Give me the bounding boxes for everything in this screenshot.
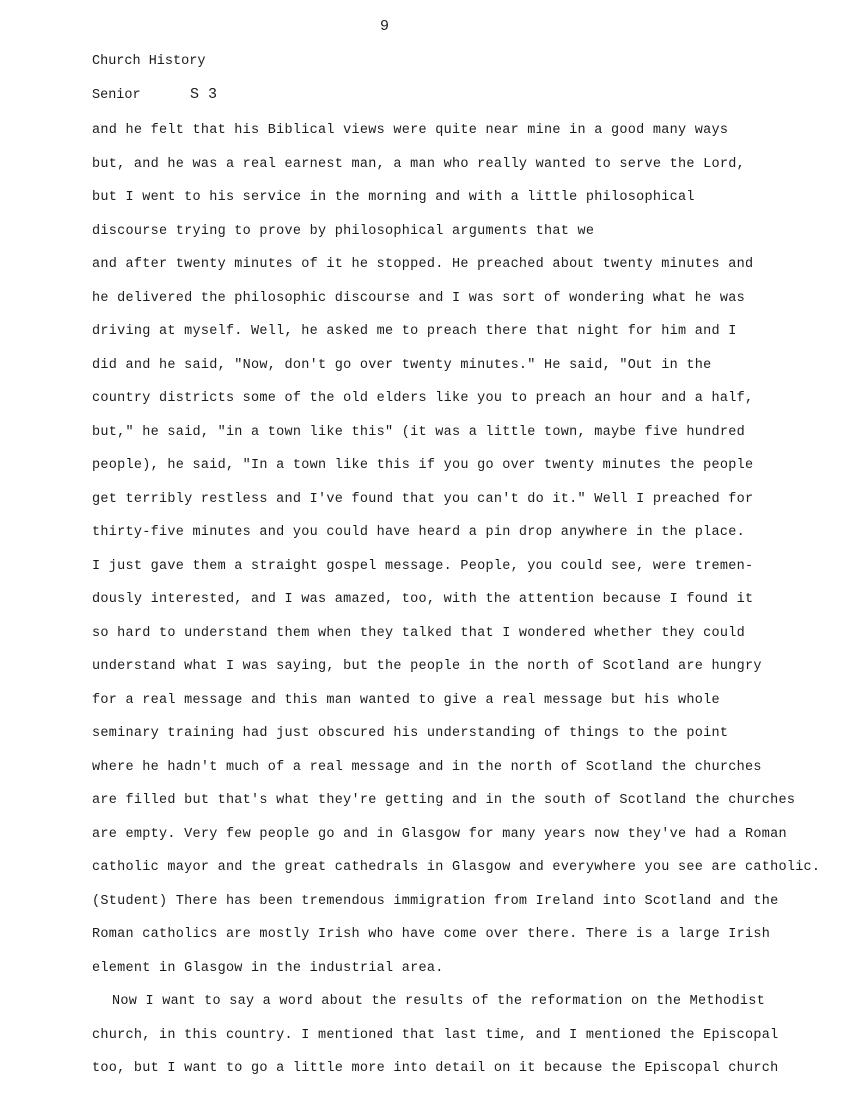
text-line: get terribly restless and I've found that you can't do it." Well I preached for [92, 491, 754, 507]
text-line: Now I want to say a word about the results of the reformation on the Methodist [112, 994, 765, 1009]
text-line: Roman catholics are mostly Irish who have come over there. There is a large Irish [92, 927, 771, 942]
text-line: (Student) There has been tremendous immigration from Ireland into Scotland and the [92, 893, 779, 909]
text-line: are empty. Very few people go and in Glasgow for many years now they've had a Roman [92, 826, 787, 842]
text-line: he delivered the philosophic discourse and I was sort of wondering what he was [92, 290, 745, 306]
text-line: for a real message and this man wanted to give a real message but his whole [92, 692, 720, 708]
text-line: did and he said, "Now, don't go over twenty minutes." He said, "Out in the [92, 357, 712, 373]
text-line: so hard to understand them when they talked that I wondered whether they could [92, 625, 745, 641]
text-line: are filled but that's what they're getting and in the south of Scotland the churches [92, 793, 796, 808]
course-code: S 3 [190, 86, 218, 103]
text-line: church, in this country. I mentioned that last time, and I mentioned the Episcopal [92, 1027, 779, 1043]
text-line: too, but I want to go a little more into detail on it because the Episcopal church [92, 1061, 779, 1076]
text-line: people), he said, "In a town like this if you go over twenty minutes the people [92, 458, 754, 473]
text-line: and he felt that his Biblical views were quite near mine in a good many ways [92, 123, 729, 138]
text-line: I just gave them a straight gospel message. People, you could see, were tremen- [92, 558, 754, 574]
text-line: discourse trying to prove by philosophical arguments that we [92, 223, 595, 239]
text-line: thirty-five minutes and you could have heard a pin drop anywhere in the place. [92, 525, 745, 540]
text-line: understand what I was saying, but the people in the north of Scotland are hungry [92, 659, 762, 674]
transcript-body [92, 120, 832, 1092]
text-line: but," he said, "in a town like this" (it was a little town, maybe five hundred [92, 424, 745, 440]
course-title: Church History [92, 54, 206, 69]
text-line: driving at myself. Well, he asked me to preach there that night for him and I [92, 324, 737, 339]
text-line: element in Glasgow in the industrial area. [92, 960, 444, 976]
text-line: but, and he was a real earnest man, a man who really wanted to serve the Lord, [92, 156, 745, 172]
text-line: catholic mayor and the great cathedrals in Glasgow and everywhere you see are catholic. [92, 860, 821, 875]
text-line: where he hadn't much of a real message and in the north of Scotland the churches [92, 759, 762, 775]
text-line: dously interested, and I was amazed, too, with the attention because I found it [92, 592, 754, 607]
text-line: seminary training had just obscured his understanding of things to the point [92, 726, 729, 741]
course-level: Senior [92, 88, 141, 103]
text-line: but I went to his service in the morning and with a little philosophical [92, 190, 695, 205]
page-number: 9 [380, 18, 390, 35]
text-line: and after twenty minutes of it he stopped. He preached about twenty minutes and [92, 257, 754, 272]
text-line: country districts some of the old elders like you to preach an hour and a half, [92, 391, 754, 406]
